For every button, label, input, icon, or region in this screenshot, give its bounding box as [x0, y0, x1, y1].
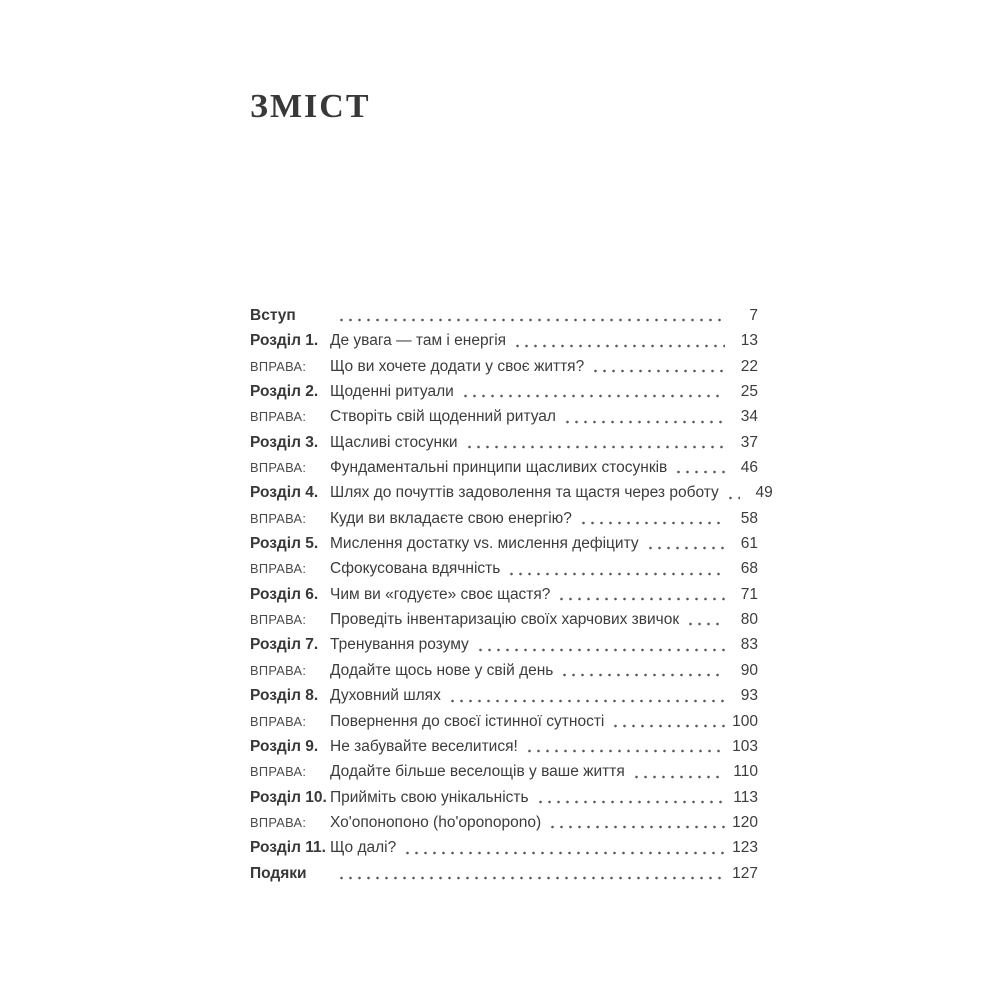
toc-entry-label: ВПРАВА:: [250, 662, 307, 678]
toc-entry: [250, 658, 758, 683]
toc-entry: [250, 506, 758, 531]
toc-entry: [250, 734, 758, 759]
toc-entry-label: Розділ 7.: [250, 636, 319, 654]
toc-entry-label: Розділ 6.: [250, 585, 319, 603]
toc-entry-page: 25: [740, 383, 758, 401]
toc-entry-label: ВПРАВА:: [250, 460, 307, 476]
dot-leader: [337, 876, 725, 880]
toc-entry-page: 83: [740, 636, 758, 654]
dot-leader: [507, 572, 725, 576]
toc-entry-title: Хо'опонопоно (ho'oponopono): [330, 813, 542, 831]
toc-entry-label: Розділ 9.: [250, 737, 319, 755]
toc-entry-page: 71: [740, 585, 758, 603]
toc-entry-title: Сфокусована вдячність: [330, 560, 501, 578]
toc-entry: [250, 354, 758, 379]
toc-entry: [250, 531, 758, 556]
toc-entry: [250, 582, 758, 607]
toc-entry-page: 103: [732, 737, 758, 755]
toc-entry-page: 22: [740, 357, 758, 375]
toc-entry-label: ВПРАВА:: [250, 409, 307, 425]
dot-leader: [465, 445, 725, 449]
dot-leader: [461, 394, 725, 398]
toc-entry-label: Вступ: [250, 307, 296, 324]
dot-leader: [579, 521, 725, 525]
toc-entry-page: 90: [740, 661, 758, 679]
toc-entry-page: 93: [740, 687, 758, 705]
toc-entry-label: Розділ 2.: [250, 383, 319, 401]
toc-entry-page: 113: [733, 788, 758, 806]
toc-entry-label: ВПРАВА:: [250, 764, 307, 780]
dot-leader: [525, 749, 725, 753]
toc-entry-page: 80: [740, 611, 758, 629]
toc-entry-label: ВПРАВА:: [250, 510, 307, 526]
dot-leader: [563, 420, 725, 424]
toc-entry: [250, 430, 758, 455]
toc-entry: [250, 810, 758, 835]
toc-entry-page: 37: [740, 433, 758, 451]
dot-leader: [560, 673, 725, 677]
toc-entry-title: Щоденні ритуали: [330, 383, 454, 401]
toc-entry-label: ВПРАВА:: [250, 713, 307, 729]
toc-entry: [250, 379, 758, 404]
toc-entry: [250, 709, 758, 734]
toc-entry-page: 58: [740, 509, 758, 527]
dot-leader: [611, 724, 725, 728]
toc-entry: [250, 835, 758, 860]
toc-entry: [250, 455, 758, 480]
toc-entry: [250, 785, 758, 810]
dot-leader: [337, 318, 725, 322]
toc-entry-title: Створіть свій щоденний ритуал: [330, 408, 556, 426]
toc-entry-title: Мислення достатку vs. мислення дефіциту: [330, 535, 639, 553]
dot-leader: [591, 369, 725, 373]
dot-leader: [403, 851, 725, 855]
toc-entry-title: Що ви хочете додати у своє життя?: [330, 357, 585, 375]
dot-leader: [646, 546, 725, 550]
toc-entry-label: ВПРАВА:: [250, 358, 307, 374]
toc-entry-title: Фундаментальні принципи щасливих стосунків: [330, 459, 668, 477]
toc-entry: [250, 480, 773, 505]
toc-entry-label: ВПРАВА:: [250, 612, 307, 628]
page-title: ЗМІСТ: [250, 88, 371, 125]
toc-entry-title: Шлях до почуттів задоволення та щастя через роботу: [330, 484, 719, 502]
toc-entry-label: Розділ 4.: [250, 484, 319, 502]
toc-entry-title: Що далі?: [330, 839, 397, 857]
toc-entry-page: 61: [740, 535, 758, 553]
toc-entry-title: Додайте щось нове у свій день: [330, 661, 554, 679]
toc-entry-title: Тренування розуму: [330, 636, 469, 654]
dot-leader: [513, 344, 725, 348]
toc-entry-label: Розділ 3.: [250, 433, 319, 451]
toc-entry-title: Куди ви вкладаєте свою енергію?: [330, 509, 572, 527]
dot-leader: [448, 699, 725, 703]
dot-leader: [476, 648, 725, 652]
toc-entry-title: Проведіть інвентаризацію своїх харчових звичок: [330, 611, 680, 629]
toc-entry-title: Додайте більше веселощів у ваше життя: [330, 763, 625, 781]
toc-entry: [250, 607, 758, 632]
dot-leader: [557, 597, 725, 601]
toc-entry-page: 123: [732, 839, 758, 857]
toc-entry-page: 120: [732, 813, 758, 831]
toc-entry: [250, 556, 758, 581]
toc-entry-label: ВПРАВА:: [250, 561, 307, 577]
toc-entry: [250, 632, 758, 657]
dot-leader: [686, 622, 725, 626]
toc-entry: [250, 328, 758, 353]
toc-entry-page: 46: [740, 459, 758, 477]
dot-leader: [674, 470, 725, 474]
toc-entry-page: 100: [732, 712, 758, 730]
toc-entry: [250, 303, 758, 328]
toc-entry-label: Розділ 11.: [250, 839, 326, 857]
toc-entry-title: Чим ви «годуєте» своє щастя?: [330, 585, 551, 603]
toc-entry: [250, 861, 758, 886]
toc-entry-title: Щасливі стосунки: [330, 433, 458, 451]
toc-entry-page: 34: [740, 408, 758, 426]
dot-leader: [726, 496, 740, 500]
toc-entry-label: Розділ 1.: [250, 332, 319, 350]
toc-entry-title: Прийміть свою унікальність: [330, 788, 529, 806]
toc-entry-label: Розділ 10.: [250, 788, 327, 806]
dot-leader: [548, 825, 725, 829]
toc-entry: [250, 683, 758, 708]
toc-entry-page: 68: [740, 560, 758, 578]
toc-entry: [250, 404, 758, 429]
toc-entry-page: 7: [749, 307, 758, 324]
toc-list: [250, 303, 773, 886]
toc-entry-page: 13: [740, 332, 758, 350]
dot-leader: [632, 775, 725, 779]
toc-entry-label: Подяки: [250, 864, 307, 882]
toc-entry-title: Духовний шлях: [330, 687, 441, 705]
toc-entry-title: Повернення до своєї істинної сутності: [330, 712, 605, 730]
toc-entry-label: ВПРАВА:: [250, 814, 307, 830]
toc-entry-label: Розділ 8.: [250, 687, 319, 705]
toc-entry-page: 110: [733, 763, 758, 781]
toc-entry-label: Розділ 5.: [250, 535, 319, 553]
toc-entry-title: Не забувайте веселитися!: [330, 737, 518, 755]
toc-entry-page: 49: [755, 484, 773, 502]
dot-leader: [536, 800, 725, 804]
toc-entry-page: 127: [732, 864, 758, 882]
toc-entry-title: Де увага — там і енергія: [330, 332, 507, 350]
toc-entry: [250, 759, 758, 784]
